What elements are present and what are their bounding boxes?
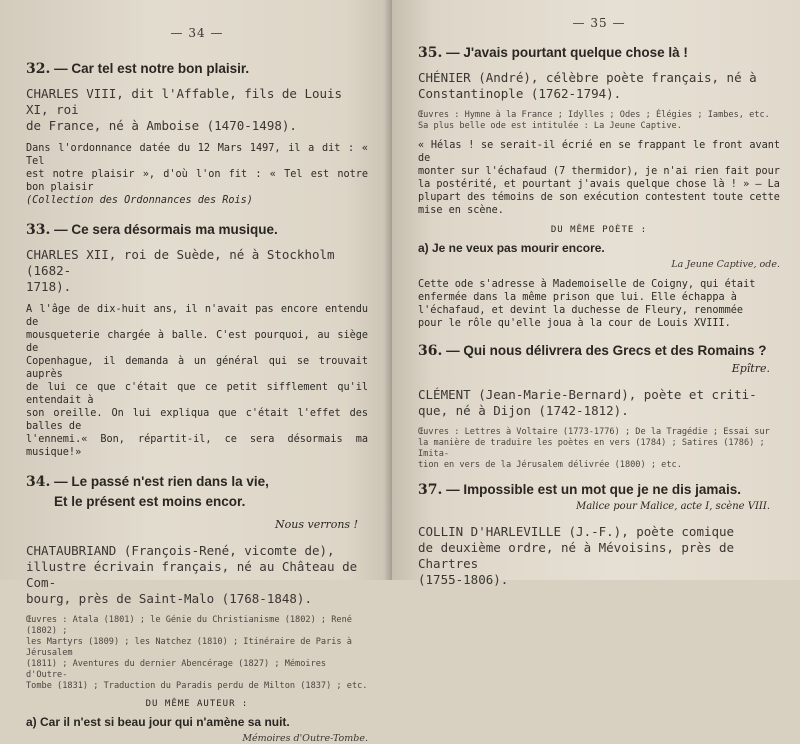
- page-number-right: — 35 —: [572, 16, 626, 30]
- body-line: mousqueterie chargée à balle. C'est pourquoi, au siège de: [26, 330, 368, 354]
- works-line: Tombe (1831) ; Traduction du Paradis perdu de Milton (1837) ; etc.: [26, 681, 368, 691]
- entry-number: 37.: [418, 482, 443, 498]
- entry-32: [26, 60, 368, 207]
- body-line: pour le rôle qu'elle joua à la cour de Louis XVIII.: [418, 318, 731, 329]
- sub-source: La Jeune Captive, ode.: [671, 259, 780, 270]
- entry-author: [418, 524, 780, 588]
- body-line: Dans l'ordonnance datée du 12 Mars 1497, il a dit : « Tel: [26, 143, 368, 167]
- body-line: Copenhague, il demanda à un général qui se trouvait auprès: [26, 356, 368, 380]
- entry-quote: — J'avais pourtant quelque chose là !: [446, 45, 688, 60]
- body-line: A l'âge de dix-huit ans, il n'avait pas encore entendu de: [26, 304, 368, 328]
- entry-body: [418, 139, 780, 217]
- entry-aside: Nous verrons !: [275, 518, 358, 531]
- entry-34-heading: [26, 473, 368, 491]
- body-line: l'ennemi.« Bon, répartit-il, ce sera désormais ma musique!»: [26, 434, 368, 458]
- author-line: que, né à Dijon (1742-1812).: [418, 403, 629, 418]
- body-line: est notre plaisir », d'où l'on fit : « Tel est notre bon plaisir: [26, 169, 368, 193]
- entry-34-quote-line2: [26, 493, 368, 510]
- entry-aside: Epître.: [731, 362, 770, 375]
- entry-author: [26, 247, 368, 295]
- author-line: illustre écrivain français, né au Château de Com-: [26, 559, 358, 590]
- entry-number: 36.: [418, 343, 443, 359]
- body-line: l'échafaud, et devint la duchesse de Fleury, renommée: [418, 305, 744, 316]
- same-poet-heading: DU MÊME POÈTE :: [550, 225, 648, 235]
- entry-works: [418, 427, 780, 471]
- author-line: COLLIN D'HARLEVILLE (J.-F.), poète comique: [418, 524, 735, 539]
- entry-number: 32.: [26, 61, 51, 77]
- entry-37-heading: [418, 481, 780, 499]
- entry-body: [26, 142, 368, 207]
- entry-36-heading: [418, 342, 780, 360]
- entry-quote: — Car tel est notre bon plaisir.: [54, 61, 250, 76]
- entry-number: 35.: [418, 45, 443, 61]
- body-line: de lui ce que c'était que ce petit sifflement qu'il entendait à: [26, 382, 368, 406]
- entry-quote: — Qui nous délivrera des Grecs et des Romains ?: [446, 343, 767, 358]
- works-line: Œuvres : Hymne à la France ; Idylles ; Odes ; Élégies ; Iambes, etc.: [418, 110, 770, 120]
- same-author-heading: DU MÊME AUTEUR :: [145, 699, 249, 709]
- author-line: CHATAUBRIAND (François-René, vicomte de),: [26, 543, 335, 558]
- right-page: [392, 0, 800, 587]
- entry-35: [418, 44, 780, 330]
- author-line: Constantinople (1762-1794).: [418, 86, 622, 101]
- entry-body-2: [418, 278, 780, 330]
- sub-source: Mémoires d'Outre-Tombe.: [242, 733, 368, 744]
- entry-author: [26, 86, 368, 134]
- entry-author: [26, 543, 368, 607]
- page-number-left: — 34 —: [170, 26, 224, 40]
- entry-quote: — Le passé n'est rien dans la vie,: [54, 474, 269, 489]
- body-line: Cette ode s'adresse à Mademoiselle de Coigny, qui était: [418, 279, 756, 290]
- works-line: la manière de traduire les poètes en vers (1784) ; Satires (1786) ; Imita-: [418, 438, 765, 459]
- entry-author: [418, 387, 780, 419]
- works-line: Œuvres : Atala (1801) ; le Génie du Christianisme (1802) ; René (1802) ;: [26, 615, 352, 636]
- sub-quote: a) Car il n'est si beau jour qui n'amène sa nuit.: [26, 715, 290, 729]
- body-line: mise en scène.: [418, 205, 504, 216]
- author-line: CHÉNIER (André), célèbre poète français, né à: [418, 70, 757, 85]
- body-line: (Collection des Ordonnances des Rois): [26, 195, 253, 206]
- works-line: tion en vers de la Jérusalem délivrée (1800) ; etc.: [418, 460, 682, 470]
- body-line: la postérité, et pourtant j'avais quelque chose là ! » — La: [418, 179, 780, 190]
- entry-number: 34.: [26, 474, 51, 490]
- body-line: enfermée dans la même prison que lui. Elle échappa à: [418, 292, 737, 303]
- entry-36: [418, 342, 780, 471]
- entry-34: [26, 473, 368, 744]
- entry-quote: Et le présent est moins encor.: [54, 494, 246, 509]
- entry-quote: — Ce sera désormais ma musique.: [54, 222, 278, 237]
- author-line: CLÉMENT (Jean-Marie-Bernard), poète et criti-: [418, 387, 757, 402]
- author-line: bourg, près de Saint-Malo (1768-1848).: [26, 591, 312, 606]
- entry-number: 33.: [26, 222, 51, 238]
- entry-35-heading: [418, 44, 780, 62]
- author-line: CHARLES XII, roi de Suède, né à Stockholm (1682-: [26, 247, 335, 278]
- works-line: (1811) ; Aventures du dernier Abencérage (1827) ; Mémoires d'Outre-: [26, 659, 327, 680]
- entry-32-heading: [26, 60, 368, 78]
- entry-quote: — Impossible est un mot que je ne dis jamais.: [446, 482, 741, 497]
- body-line: plupart des témoins de son exécution contestent toute cette: [418, 192, 780, 203]
- author-line: 1718).: [26, 279, 72, 294]
- author-line: de deuxième ordre, né à Mévoisins, près de Chartres: [418, 540, 735, 571]
- entry-author: [418, 70, 780, 102]
- author-line: de France, né à Amboise (1470-1498).: [26, 118, 297, 133]
- body-line: « Hélas ! se serait-il écrié en se frappant le front avant de: [418, 140, 780, 164]
- entry-body: [26, 303, 368, 459]
- works-line: les Martyrs (1809) ; les Natchez (1810) ; Itinéraire de Paris à Jérusalem: [26, 637, 352, 658]
- entry-33: [26, 221, 368, 459]
- entry-33-heading: [26, 221, 368, 239]
- entry-37: [418, 481, 780, 588]
- entry-works: [418, 110, 780, 132]
- entry-aside: Malice pour Malice, acte I, scène VIII.: [575, 501, 770, 512]
- sub-quote: a) Je ne veux pas mourir encore.: [418, 241, 605, 255]
- author-line: (1755-1806).: [418, 572, 509, 587]
- body-line: monter sur l'échafaud (7 thermidor), je n'ai rien fait pour: [418, 166, 780, 177]
- works-line: Sa plus belle ode est intitulée : La Jeune Captive.: [418, 121, 682, 131]
- left-page: [0, 0, 392, 744]
- author-line: CHARLES VIII, dit l'Affable, fils de Louis XI, roi: [26, 86, 343, 117]
- works-line: Œuvres : Lettres à Voltaire (1773-1776) ; De la Tragédie ; Essai sur: [418, 427, 770, 437]
- body-line: son oreille. On lui expliqua que c'était l'effet des balles de: [26, 408, 368, 432]
- entry-works: [26, 615, 368, 692]
